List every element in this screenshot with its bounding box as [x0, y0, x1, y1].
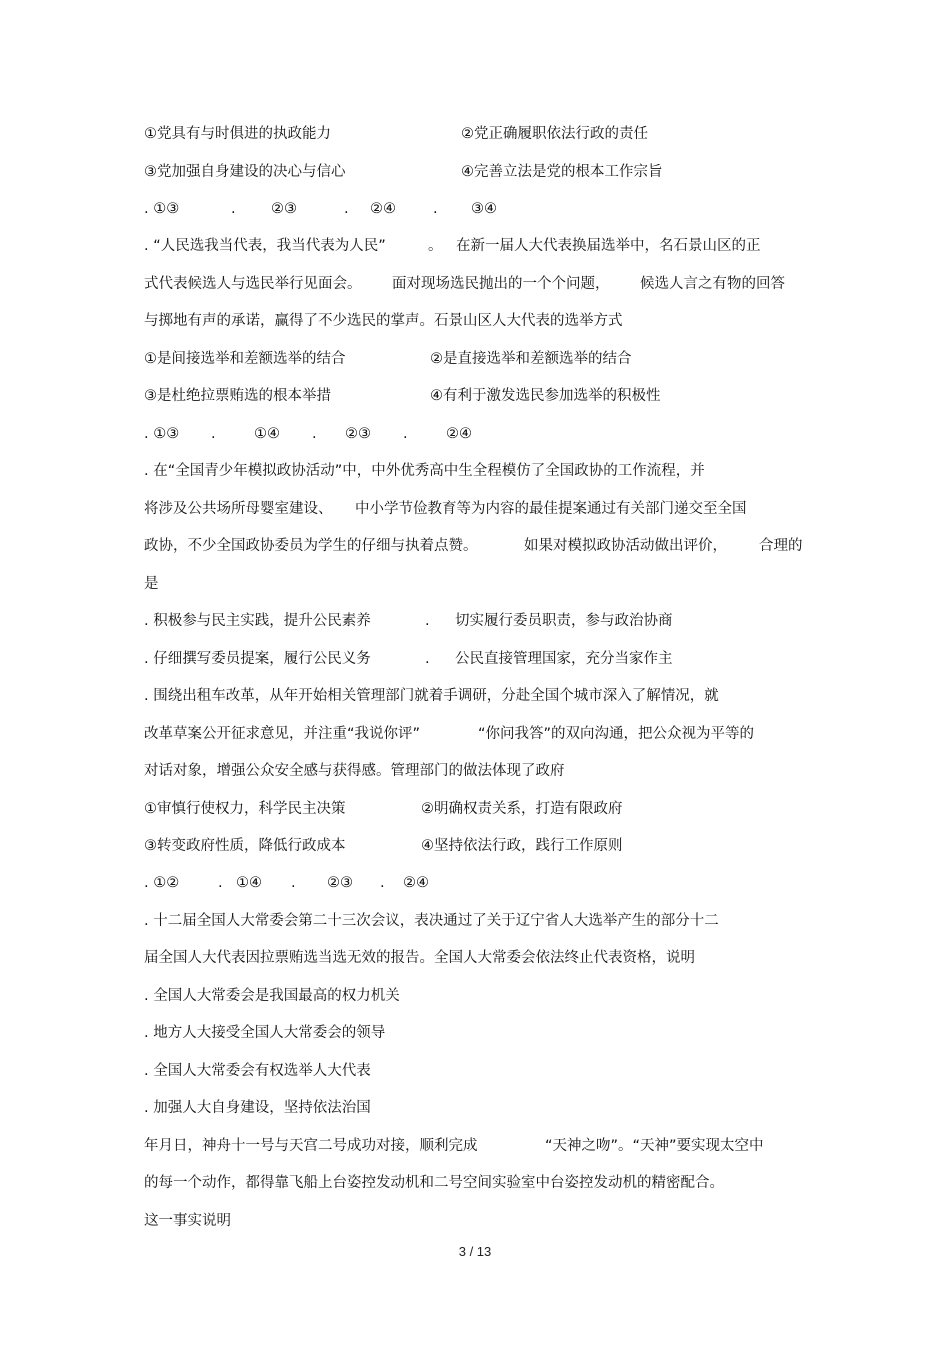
option-text: ④有利于激发选民参加选举的积极性	[430, 388, 661, 404]
option-text: . 仔细撰写委员提案，履行公民义务	[144, 651, 371, 667]
answer-choice: ③④	[471, 201, 497, 217]
answer-dot: .	[312, 426, 317, 442]
option-text: . 积极参与民主实践，提升公民素养	[144, 613, 371, 629]
question-text: 合理的	[759, 538, 803, 554]
question-text: 候选人言之有物的回答	[640, 276, 785, 292]
option-text: ①是间接选举和差额选举的结合	[144, 351, 346, 367]
answer-dot: .	[231, 201, 236, 217]
answer-choice: . ①③	[144, 426, 180, 442]
answer-choice: ②④	[446, 426, 472, 442]
question-text: 中小学节俭教育等为内容的最佳提案通过有关部门递交至全国	[355, 501, 747, 517]
question-text: 。	[428, 238, 443, 254]
option-text: ④完善立法是党的根本工作宗旨	[461, 164, 663, 180]
answer-dot: .	[425, 651, 430, 667]
answer-dot: .	[433, 201, 438, 217]
option-text: ①党具有与时俱进的执政能力	[144, 126, 331, 142]
option-text: . 地方人大接受全国人大常委会的领导	[144, 1025, 386, 1041]
question-text: 将涉及公共场所母婴室建设、	[144, 501, 333, 517]
option-text: . 加强人大自身建设，坚持依法治国	[144, 1100, 371, 1116]
answer-dot: .	[344, 201, 349, 217]
question-text: . 在“全国青少年模拟政协活动”中，中外优秀高中生全程模仿了全国政协的工作流程，并	[144, 463, 705, 479]
option-text: . 全国人大常委会是我国最高的权力机关	[144, 988, 400, 1004]
answer-choice: . ①③	[144, 201, 180, 217]
answer-dot: .	[403, 426, 408, 442]
option-text: . 全国人大常委会有权选举人大代表	[144, 1063, 371, 1079]
answer-dot: .	[218, 875, 223, 891]
option-text: ③转变政府性质，降低行政成本	[144, 838, 346, 854]
question-text: 年月日，神舟十一号与天宫二号成功对接，顺利完成	[144, 1138, 478, 1154]
answer-choice: ②③	[271, 201, 297, 217]
question-text: 如果对模拟政协活动做出评价，	[524, 538, 727, 554]
question-text: “天神之吻”。“天神”要实现太空中	[545, 1138, 764, 1154]
answer-dot: .	[380, 875, 385, 891]
option-text: ②党正确履职依法行政的责任	[461, 126, 648, 142]
answer-choice: ②④	[403, 875, 429, 891]
answer-dot: .	[291, 875, 296, 891]
question-text: 改革草案公开征求意见，并注重“我说你评”	[144, 726, 421, 742]
question-text: 在新一届人大代表换届选举中，名石景山区的正	[456, 238, 761, 254]
question-text: 的每一个动作，都得靠飞船上台姿控发动机和二号空间实验室中台姿控发动机的精密配合。	[144, 1175, 724, 1191]
option-text: 公民直接管理国家，充分当家作主	[455, 651, 673, 667]
question-text: 政协，不少全国政协委员为学生的仔细与执着点赞。	[144, 538, 478, 554]
question-text: 届全国人大代表因拉票贿选当选无效的报告。全国人大常委会依法终止代表资格，说明	[144, 950, 695, 966]
option-text: ④坚持依法行政，践行工作原则	[421, 838, 623, 854]
answer-dot: .	[425, 613, 430, 629]
answer-choice: ②④	[370, 201, 396, 217]
question-text: 与掷地有声的承诺，赢得了不少选民的掌声。石景山区人大代表的选举方式	[144, 313, 623, 329]
answer-dot: .	[211, 426, 216, 442]
question-text: . 围绕出租车改革，从年开始相关管理部门就着手调研，分赴全国个城市深入了解情况，就	[144, 688, 719, 704]
option-text: ②是直接选举和差额选举的结合	[430, 351, 632, 367]
question-text: “你问我答”的双向沟通，把公众视为平等的	[478, 726, 755, 742]
question-text: . “人民选我当代表，我当代表为人民”	[144, 238, 386, 254]
question-text: 这一事实说明	[144, 1213, 231, 1229]
option-text: 切实履行委员职责，参与政治协商	[455, 613, 673, 629]
question-text: 对话对象，增强公众安全感与获得感。管理部门的做法体现了政府	[144, 763, 565, 779]
page-number: 3 / 13	[458, 1244, 492, 1259]
option-text: ①审慎行使权力，科学民主决策	[144, 801, 346, 817]
option-text: ③是杜绝拉票贿选的根本举措	[144, 388, 331, 404]
question-text: 是	[144, 576, 159, 592]
answer-choice: ①④	[254, 426, 280, 442]
question-text: . 十二届全国人大常委会第二十三次会议，表决通过了关于辽宁省人大选举产生的部分十二	[144, 913, 719, 929]
answer-choice: ②③	[345, 426, 371, 442]
option-text: ②明确权责关系，打造有限政府	[421, 801, 623, 817]
option-text: ③党加强自身建设的决心与信心	[144, 164, 346, 180]
answer-choice: . ①②	[144, 875, 180, 891]
question-text: 式代表候选人与选民举行见面会。	[144, 276, 362, 292]
answer-choice: ②③	[327, 875, 353, 891]
answer-choice: ①④	[236, 875, 262, 891]
question-text: 面对现场选民抛出的一个个问题，	[392, 276, 610, 292]
